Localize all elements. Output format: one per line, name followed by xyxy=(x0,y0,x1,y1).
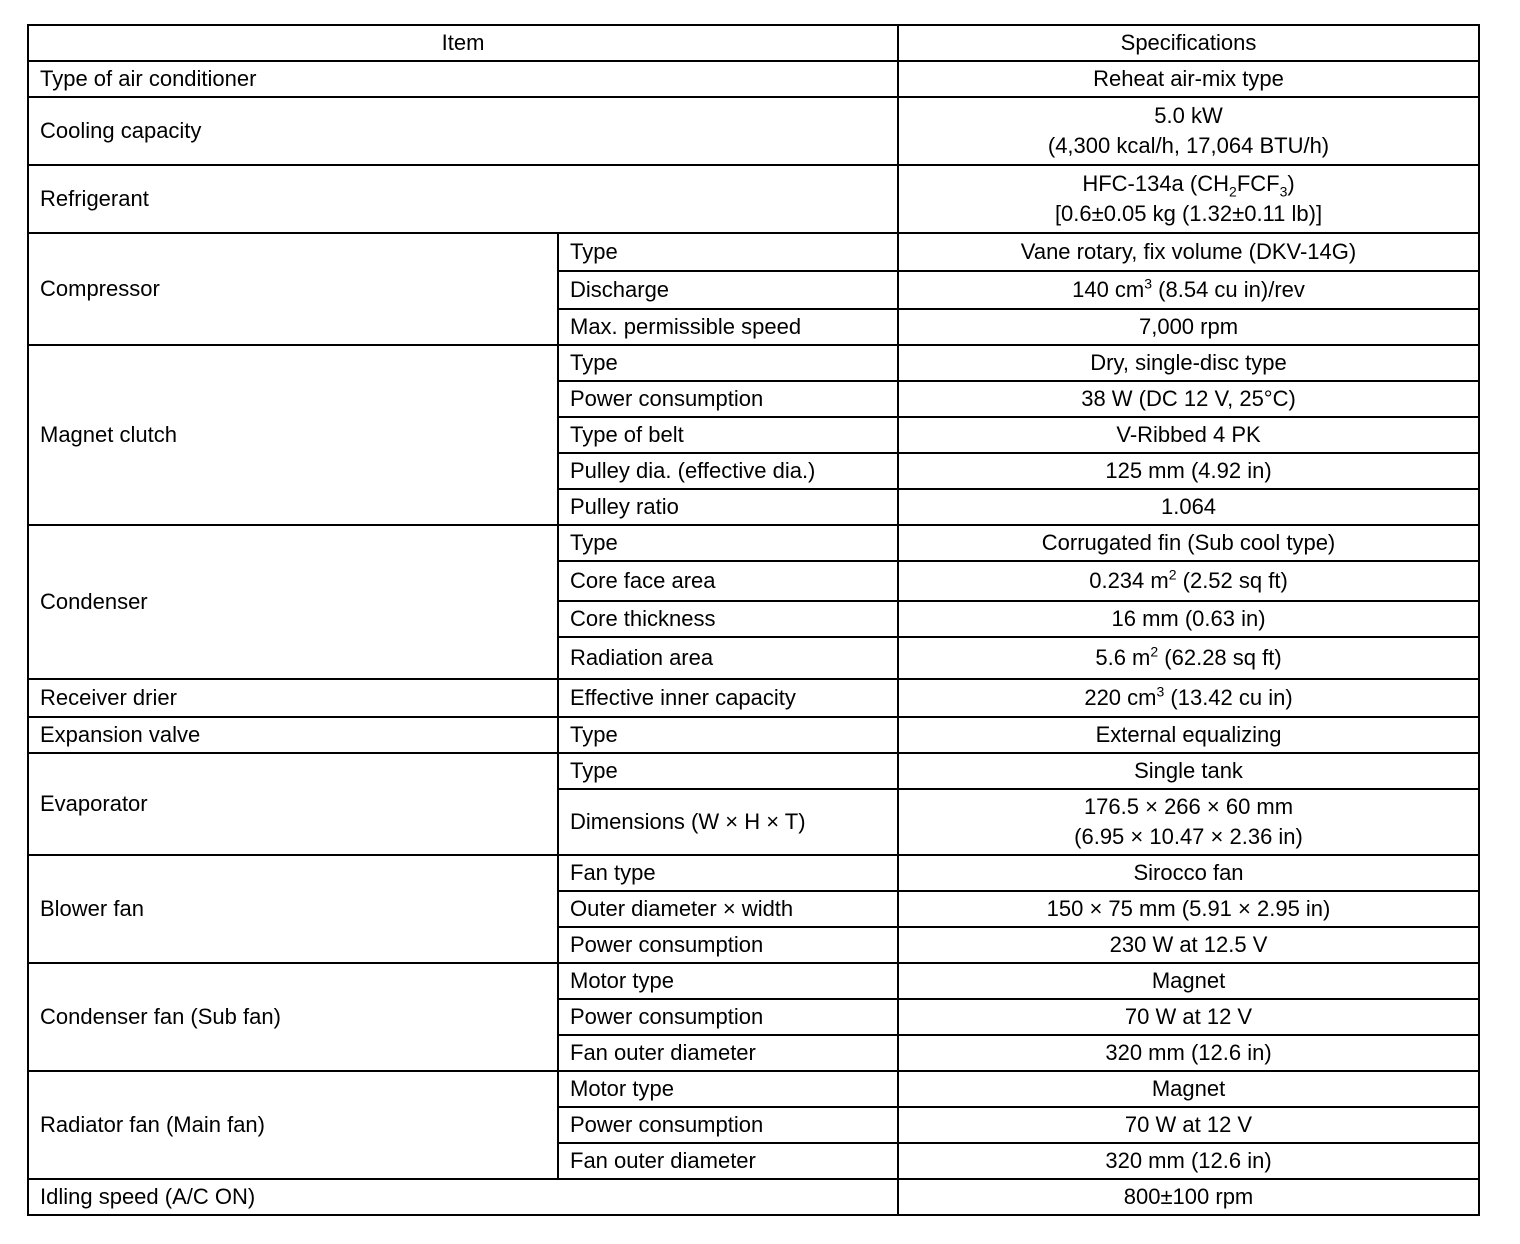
condenser-label: Condenser xyxy=(28,525,558,679)
table-row xyxy=(28,233,1479,271)
cooling-capacity-line1: 5.0 kW xyxy=(1154,103,1223,128)
compressor-discharge-value xyxy=(898,271,1479,309)
type-of-ac-value: Reheat air-mix type xyxy=(898,61,1479,97)
condenser-core-thickness-value: 16 mm (0.63 in) xyxy=(898,601,1479,637)
cooling-capacity-line2: (4,300 kcal/h, 17,064 BTU/h) xyxy=(1047,133,1330,158)
magnet-clutch-type-label: Type xyxy=(558,345,898,381)
magnet-clutch-belt-label: Type of belt xyxy=(558,417,898,453)
receiver-drier-label: Receiver drier xyxy=(28,679,558,717)
refrigerant-formula-sub1: 2 xyxy=(1229,183,1237,200)
radiation-pre: 5.6 m xyxy=(1095,645,1151,670)
magnet-clutch-power-label: Power consumption xyxy=(558,381,898,417)
core-face-pre: 0.234 m xyxy=(1089,568,1169,593)
receiver-drier-post: (13.42 cu in) xyxy=(1164,685,1293,710)
compressor-speed-value: 7,000 rpm xyxy=(898,309,1479,345)
blower-fan-power-label: Power consumption xyxy=(558,927,898,963)
compressor-type-value: Vane rotary, fix volume (DKV-14G) xyxy=(898,233,1479,271)
blower-fan-type-label: Fan type xyxy=(558,855,898,891)
radiator-fan-motor-label: Motor type xyxy=(558,1071,898,1107)
header-specifications: Specifications xyxy=(898,25,1479,61)
table-row xyxy=(28,97,1479,165)
condenser-fan-od-label: Fan outer diameter xyxy=(558,1035,898,1071)
compressor-label: Compressor xyxy=(28,233,558,345)
cooling-capacity-label: Cooling capacity xyxy=(28,97,898,165)
radiation-post: (62.28 sq ft) xyxy=(1158,645,1282,670)
core-face-post: (2.52 sq ft) xyxy=(1176,568,1288,593)
blower-fan-label: Blower fan xyxy=(28,855,558,963)
refrigerant-amount: [0.6±0.05 kg (1.32±0.11 lb)] xyxy=(1054,201,1323,226)
table-row xyxy=(28,61,1479,97)
blower-fan-type-value: Sirocco fan xyxy=(898,855,1479,891)
table-row xyxy=(28,1179,1479,1215)
condenser-core-face-label: Core face area xyxy=(558,561,898,601)
magnet-clutch-pulley-dia-label: Pulley dia. (effective dia.) xyxy=(558,453,898,489)
magnet-clutch-pulley-dia-value: 125 mm (4.92 in) xyxy=(898,453,1479,489)
magnet-clutch-power-value: 38 W (DC 12 V, 25°C) xyxy=(898,381,1479,417)
condenser-core-thickness-label: Core thickness xyxy=(558,601,898,637)
magnet-clutch-pulley-ratio-value: 1.064 xyxy=(898,489,1479,525)
condenser-type-value: Corrugated fin (Sub cool type) xyxy=(898,525,1479,561)
condenser-fan-motor-value: Magnet xyxy=(898,963,1479,999)
receiver-drier-pre: 220 cm xyxy=(1084,685,1157,710)
radiator-fan-od-value: 320 mm (12.6 in) xyxy=(898,1143,1479,1179)
receiver-drier-value xyxy=(898,679,1479,717)
condenser-fan-label: Condenser fan (Sub fan) xyxy=(28,963,558,1071)
blower-fan-od-label: Outer diameter × width xyxy=(558,891,898,927)
discharge-sup: 3 xyxy=(1144,275,1153,292)
evaporator-dimensions-line2: (6.95 × 10.47 × 2.36 in) xyxy=(1074,824,1303,849)
radiator-fan-power-label: Power consumption xyxy=(558,1107,898,1143)
type-of-ac-label: Type of air conditioner xyxy=(28,61,898,97)
receiver-drier-sup: 3 xyxy=(1156,683,1165,700)
magnet-clutch-label: Magnet clutch xyxy=(28,345,558,525)
condenser-fan-power-label: Power consumption xyxy=(558,999,898,1035)
table-row xyxy=(28,345,1479,381)
condenser-fan-power-value: 70 W at 12 V xyxy=(898,999,1479,1035)
table-row xyxy=(28,753,1479,789)
idling-speed-label: Idling speed (A/C ON) xyxy=(28,1179,898,1215)
core-face-sup: 2 xyxy=(1168,566,1177,583)
refrigerant-value xyxy=(898,165,1479,233)
magnet-clutch-belt-value: V-Ribbed 4 PK xyxy=(898,417,1479,453)
magnet-clutch-pulley-ratio-label: Pulley ratio xyxy=(558,489,898,525)
evaporator-label: Evaporator xyxy=(28,753,558,855)
blower-fan-od-value: 150 × 75 mm (5.91 × 2.95 in) xyxy=(898,891,1479,927)
refrigerant-formula-pre: HFC-134a (CH xyxy=(1082,171,1230,196)
table-row xyxy=(28,855,1479,891)
evaporator-type-value: Single tank xyxy=(898,753,1479,789)
header-item: Item xyxy=(28,25,898,61)
table-row xyxy=(28,165,1479,233)
table-row xyxy=(28,1071,1479,1107)
compressor-type-label: Type xyxy=(558,233,898,271)
condenser-radiation-label: Radiation area xyxy=(558,637,898,679)
condenser-radiation-value xyxy=(898,637,1479,679)
refrigerant-label: Refrigerant xyxy=(28,165,898,233)
compressor-speed-label: Max. permissible speed xyxy=(558,309,898,345)
refrigerant-formula xyxy=(910,169,1467,199)
radiator-fan-od-label: Fan outer diameter xyxy=(558,1143,898,1179)
condenser-type-label: Type xyxy=(558,525,898,561)
magnet-clutch-type-value: Dry, single-disc type xyxy=(898,345,1479,381)
condenser-core-face-value xyxy=(898,561,1479,601)
refrigerant-formula-sub2: 3 xyxy=(1279,183,1288,200)
blower-fan-power-value: 230 W at 12.5 V xyxy=(898,927,1479,963)
header-row xyxy=(28,25,1479,61)
evaporator-dimensions-label: Dimensions (W × H × T) xyxy=(558,789,898,855)
table-row xyxy=(28,525,1479,561)
radiator-fan-motor-value: Magnet xyxy=(898,1071,1479,1107)
expansion-valve-value: External equalizing xyxy=(898,717,1479,753)
expansion-valve-label: Expansion valve xyxy=(28,717,558,753)
table-row xyxy=(28,717,1479,753)
evaporator-type-label: Type xyxy=(558,753,898,789)
expansion-valve-sub-label: Type xyxy=(558,717,898,753)
specifications-table xyxy=(27,24,1480,1216)
radiation-sup: 2 xyxy=(1150,643,1159,660)
refrigerant-formula-mid: FCF xyxy=(1236,171,1280,196)
radiator-fan-power-value: 70 W at 12 V xyxy=(898,1107,1479,1143)
refrigerant-formula-post: ) xyxy=(1287,171,1295,196)
table-row xyxy=(28,679,1479,717)
discharge-pre: 140 cm xyxy=(1072,277,1145,302)
idling-speed-value: 800±100 rpm xyxy=(898,1179,1479,1215)
discharge-post: (8.54 cu in)/rev xyxy=(1152,277,1305,302)
compressor-discharge-label: Discharge xyxy=(558,271,898,309)
evaporator-dimensions-value xyxy=(898,789,1479,855)
cooling-capacity-value xyxy=(898,97,1479,165)
receiver-drier-sub-label: Effective inner capacity xyxy=(558,679,898,717)
evaporator-dimensions-line1: 176.5 × 266 × 60 mm xyxy=(1083,794,1294,819)
radiator-fan-label: Radiator fan (Main fan) xyxy=(28,1071,558,1179)
condenser-fan-motor-label: Motor type xyxy=(558,963,898,999)
table-row xyxy=(28,963,1479,999)
condenser-fan-od-value: 320 mm (12.6 in) xyxy=(898,1035,1479,1071)
